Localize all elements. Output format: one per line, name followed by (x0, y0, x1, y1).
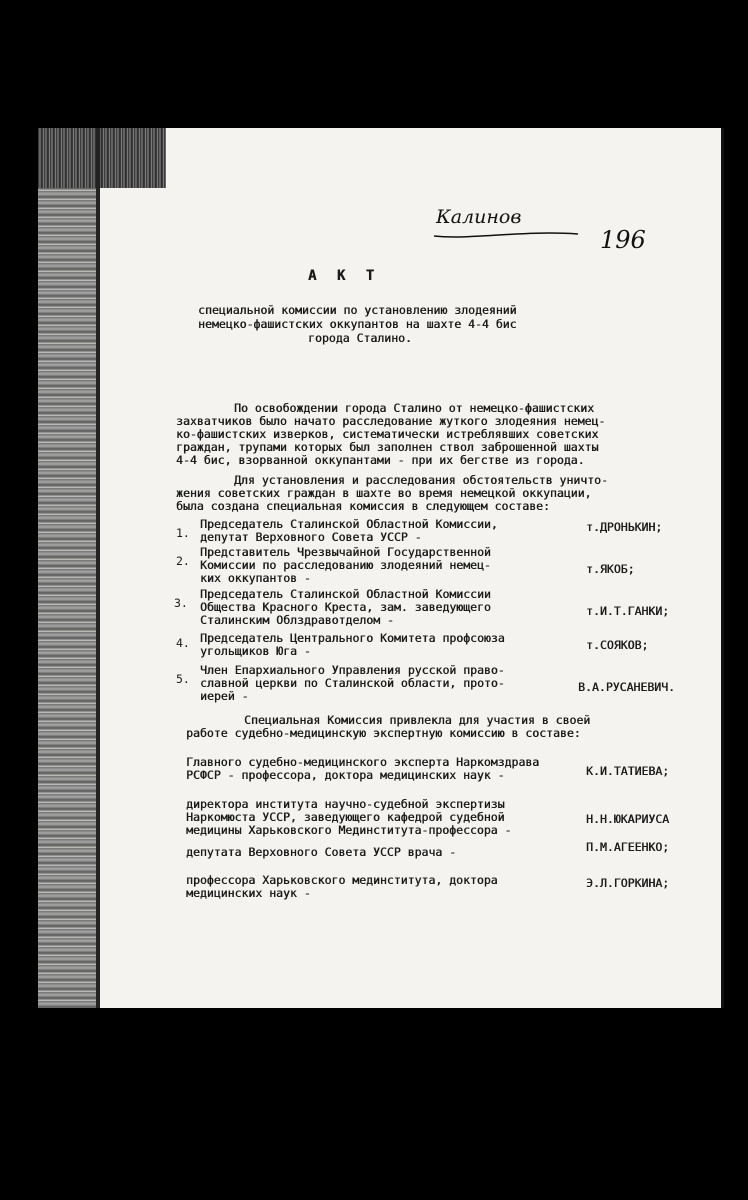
handwriting-underline (432, 228, 582, 242)
member-line: Член Епархиального Управления русской право- (200, 663, 505, 677)
page-edge (721, 128, 724, 1008)
expert-line: медицинских наук - (186, 886, 311, 900)
expert-name: П.М.АГЕЕНКО; (586, 840, 670, 854)
para1-line: граждан, трупами которых был заполнен ствол заброшенной шахты (176, 440, 599, 454)
subtitle-line: города Сталино. (308, 331, 412, 345)
member-line: Представитель Чрезвычайной Государственной (200, 545, 491, 559)
expert-line: профессора Харьковского мединститута, доктора (186, 873, 498, 887)
member-number: 2. (176, 554, 190, 568)
para1-line: По освобождении города Сталино от немецко-фашистских (234, 401, 595, 415)
expert-line: медицины Харьковского Мединститута-профессора - (186, 823, 512, 837)
member-name: т.ДРОНЬКИН; (586, 520, 663, 534)
member-number: 1. (176, 526, 190, 540)
member-name: В.А.РУСАНЕВИЧ. (578, 680, 675, 694)
member-number: 4. (176, 636, 190, 650)
para3-line: Специальная Комиссия привлекла для участия в своей (244, 713, 591, 727)
member-number: 5. (176, 672, 190, 686)
member-line: ких оккупантов - (200, 571, 311, 585)
member-line: Сталинским Облздравотделом - (200, 613, 394, 627)
member-line: Председатель Центрального Комитета профсоюза (200, 631, 505, 645)
para3-line: работе судебно-медицинскую экспертную комиссию в составе: (186, 726, 581, 740)
para1-line: ко-фашистских изверков, систематически истреблявших советских (176, 427, 599, 441)
para1-line: 4-4 бис, взорванной оккупантами - при их бегстве из города. (176, 453, 585, 467)
expert-name: К.И.ТАТИЕВА; (586, 764, 670, 778)
document-page (38, 128, 724, 1008)
expert-line: РСФСР - профессора, доктора медицинских наук - (186, 768, 505, 782)
member-line: Комиссии по расследованию злодеяний немец- (200, 558, 491, 572)
member-line: иерей - (200, 689, 249, 703)
member-name: т.ЯКОБ; (586, 562, 635, 576)
handwritten-number: 196 (600, 226, 646, 254)
handwritten-name: Калинов (436, 206, 522, 228)
member-name: т.И.Т.ГАНКИ; (586, 604, 670, 618)
scan-corner-noise (38, 128, 166, 188)
member-line: Общества Красного Креста, зам. заведующего (200, 600, 491, 614)
member-number: 3. (174, 596, 188, 610)
expert-name: Э.Л.ГОРКИНА; (586, 876, 670, 890)
subtitle-line: немецко-фашистских оккупантов на шахте 4-4 бис (198, 317, 517, 331)
member-line: славной церкви по Сталинской области, прото- (200, 676, 505, 690)
expert-line: депутата Верховного Совета УССР врача - (186, 845, 457, 859)
para2-line: была создана специальная комиссия в следующем составе: (176, 499, 550, 513)
member-line: угольщиков Юга - (200, 644, 311, 658)
expert-line: Наркомюста УССР, заведующего кафедрой судебной (186, 810, 505, 824)
document-title: А К Т (308, 268, 381, 284)
binding-gutter (38, 128, 98, 1008)
member-name: т.СОЯКОВ; (586, 638, 649, 652)
para2-line: жения советских граждан в шахте во время немецкой оккупации, (176, 486, 592, 500)
member-line: Председатель Сталинской Областной Комиссии, (200, 517, 498, 531)
expert-line: директора института научно-судебной экспертизы (186, 797, 505, 811)
fold-line (96, 128, 100, 1008)
expert-name: Н.Н.ЮКАРИУСА (586, 812, 670, 826)
para2-line: Для установления и расследования обстоятельств уничто- (234, 473, 608, 487)
member-line: Председатель Сталинской Областной Комиссии (200, 587, 491, 601)
subtitle-line: специальной комиссии по установлению злодеяний (198, 303, 517, 317)
expert-line: Главного судебно-медицинского эксперта Наркомздрава (186, 755, 540, 769)
member-line: депутат Верховного Совета УССР - (200, 530, 422, 544)
para1-line: захватчиков было начато расследование жуткого злодеяния немец- (176, 414, 606, 428)
